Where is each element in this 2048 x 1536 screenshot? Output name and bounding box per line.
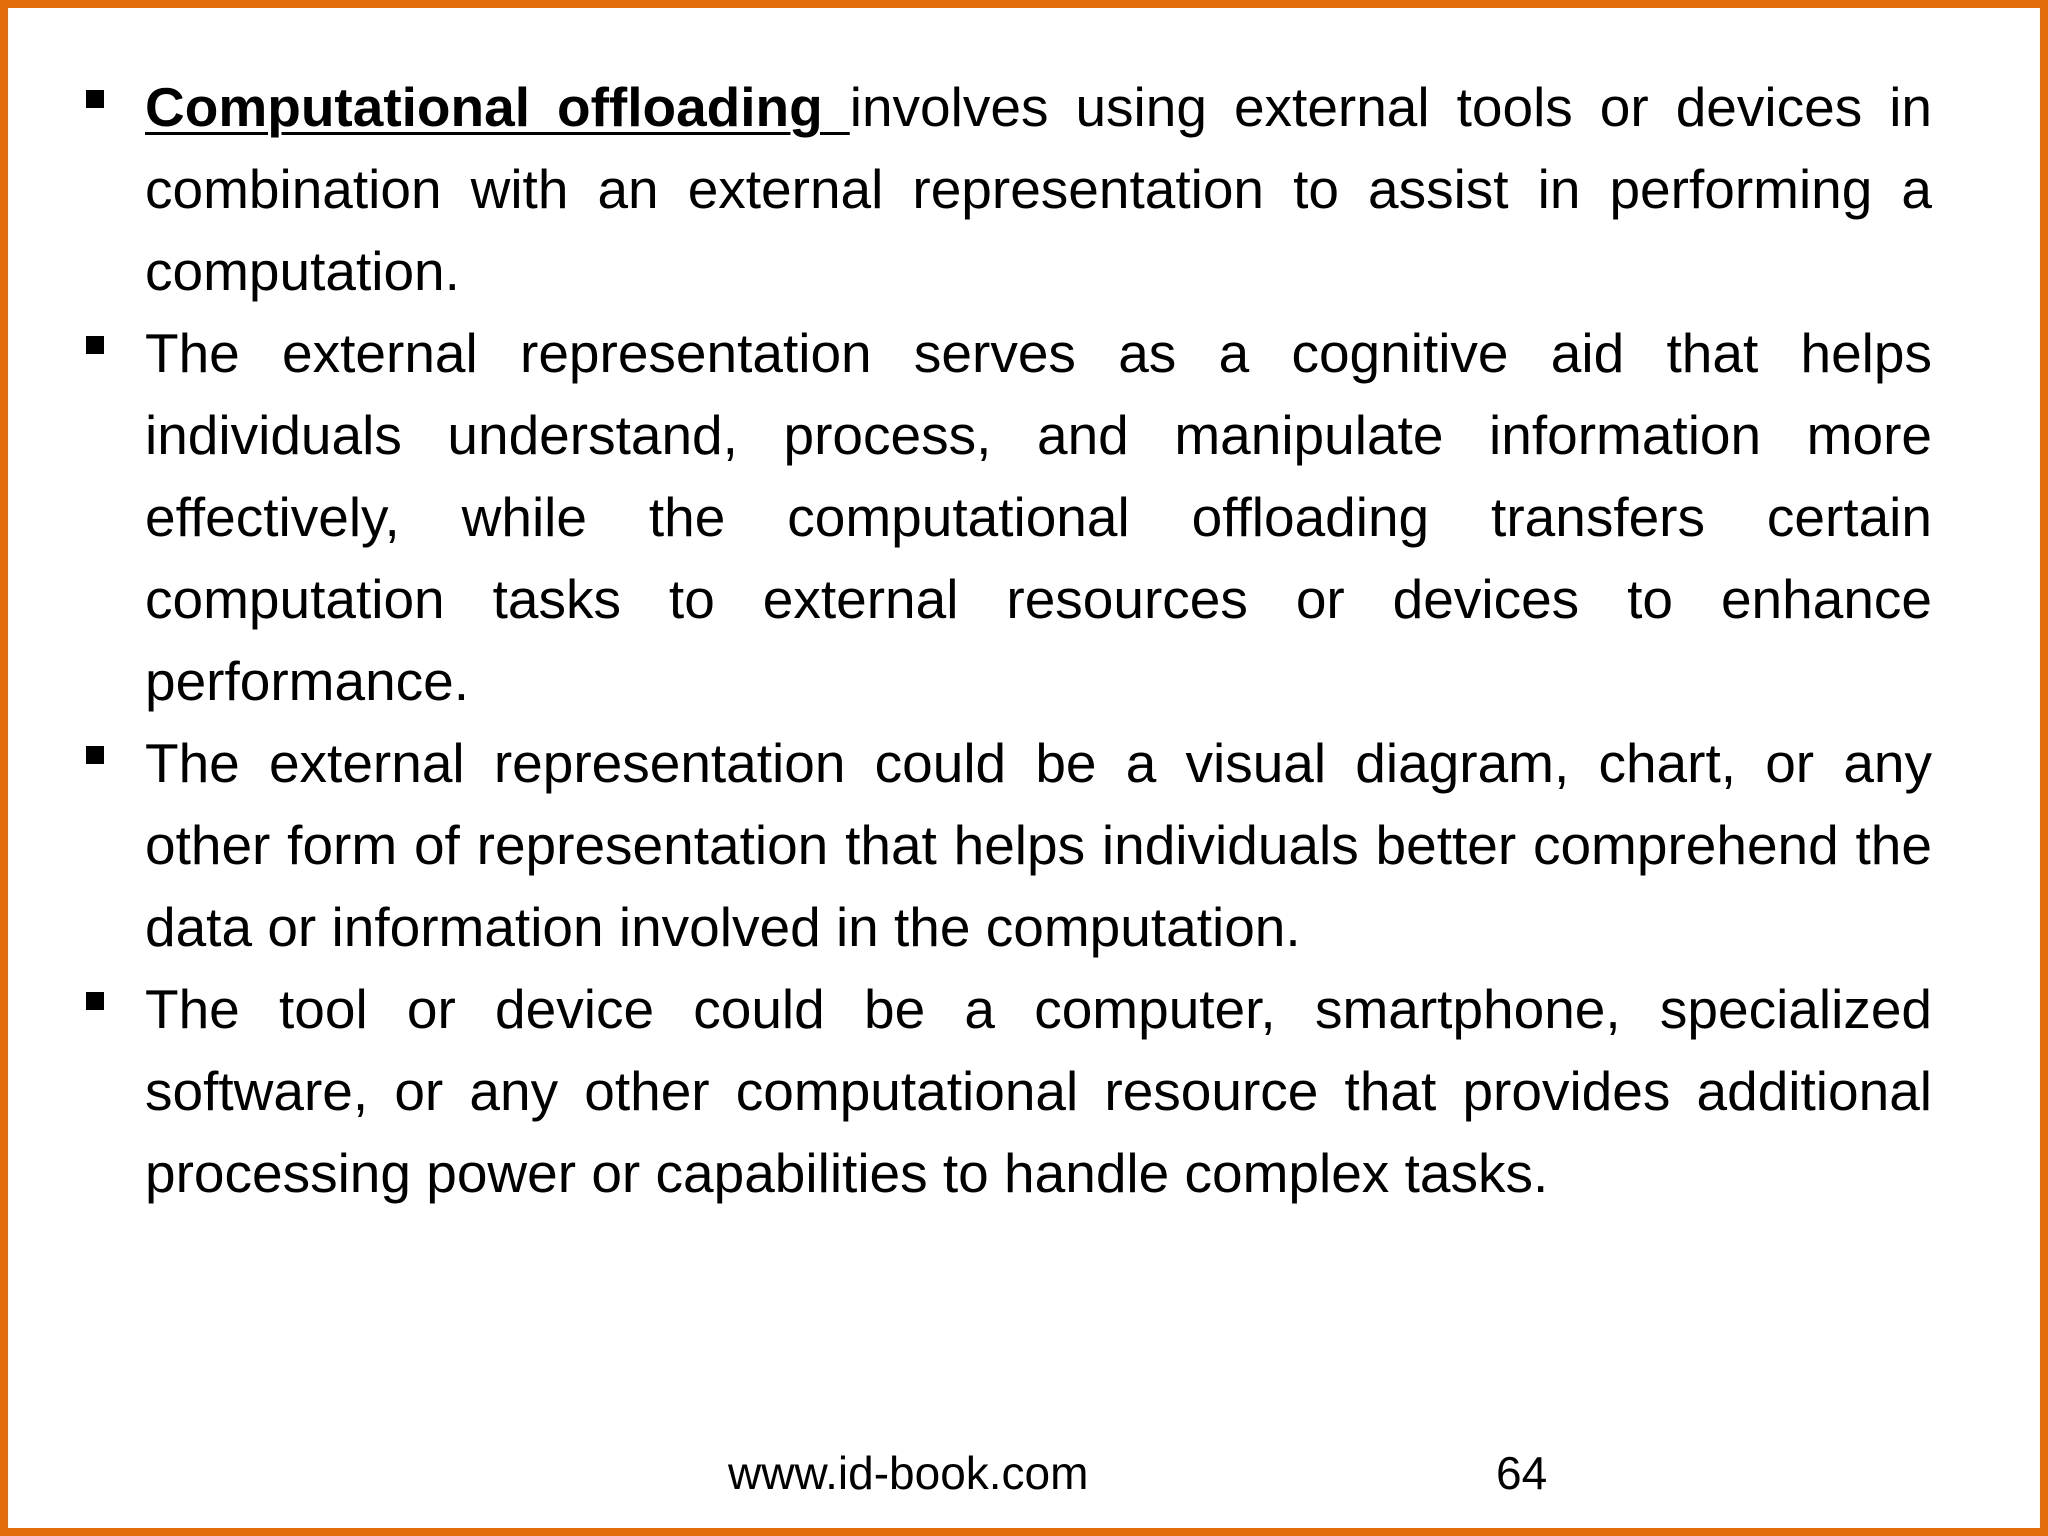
square-bullet-icon — [86, 722, 104, 804]
square-bullet-icon — [86, 66, 104, 148]
bullet-term: Computational offloading — [145, 76, 850, 138]
bullet-item-visual-representation — [86, 722, 1932, 968]
bullet-text: involves using external tools or devices in combination with an external representation to assist in performing a computation. — [145, 76, 1932, 302]
bullet-list — [86, 66, 1932, 1214]
square-bullet-icon — [86, 312, 104, 394]
bullet-item-cognitive-aid — [86, 312, 1932, 722]
bullet-text: The tool or device could be a computer, smartphone, specialized software, or any other computational resource that provides additional processing power or capabilities to handle complex tasks. — [145, 978, 1932, 1204]
bullet-item-computational-offloading — [86, 66, 1932, 312]
slide-footer — [8, 1446, 2040, 1502]
bullet-text: The external representation could be a visual diagram, chart, or any other form of representation that helps individuals better comprehend the data or information involved in the computation. — [145, 732, 1932, 958]
bullet-item-tool-or-device — [86, 968, 1932, 1214]
bullet-text: The external representation serves as a cognitive aid that helps individuals understand, process, and manipulate information more effectively, while the computational offloading transfers certain computation tasks to external resources or devices to enhance performance. — [145, 322, 1932, 712]
square-bullet-icon — [86, 968, 104, 1050]
footer-url: www.id-book.com — [728, 1447, 1089, 1499]
page-number: 64 — [1496, 1447, 1548, 1499]
